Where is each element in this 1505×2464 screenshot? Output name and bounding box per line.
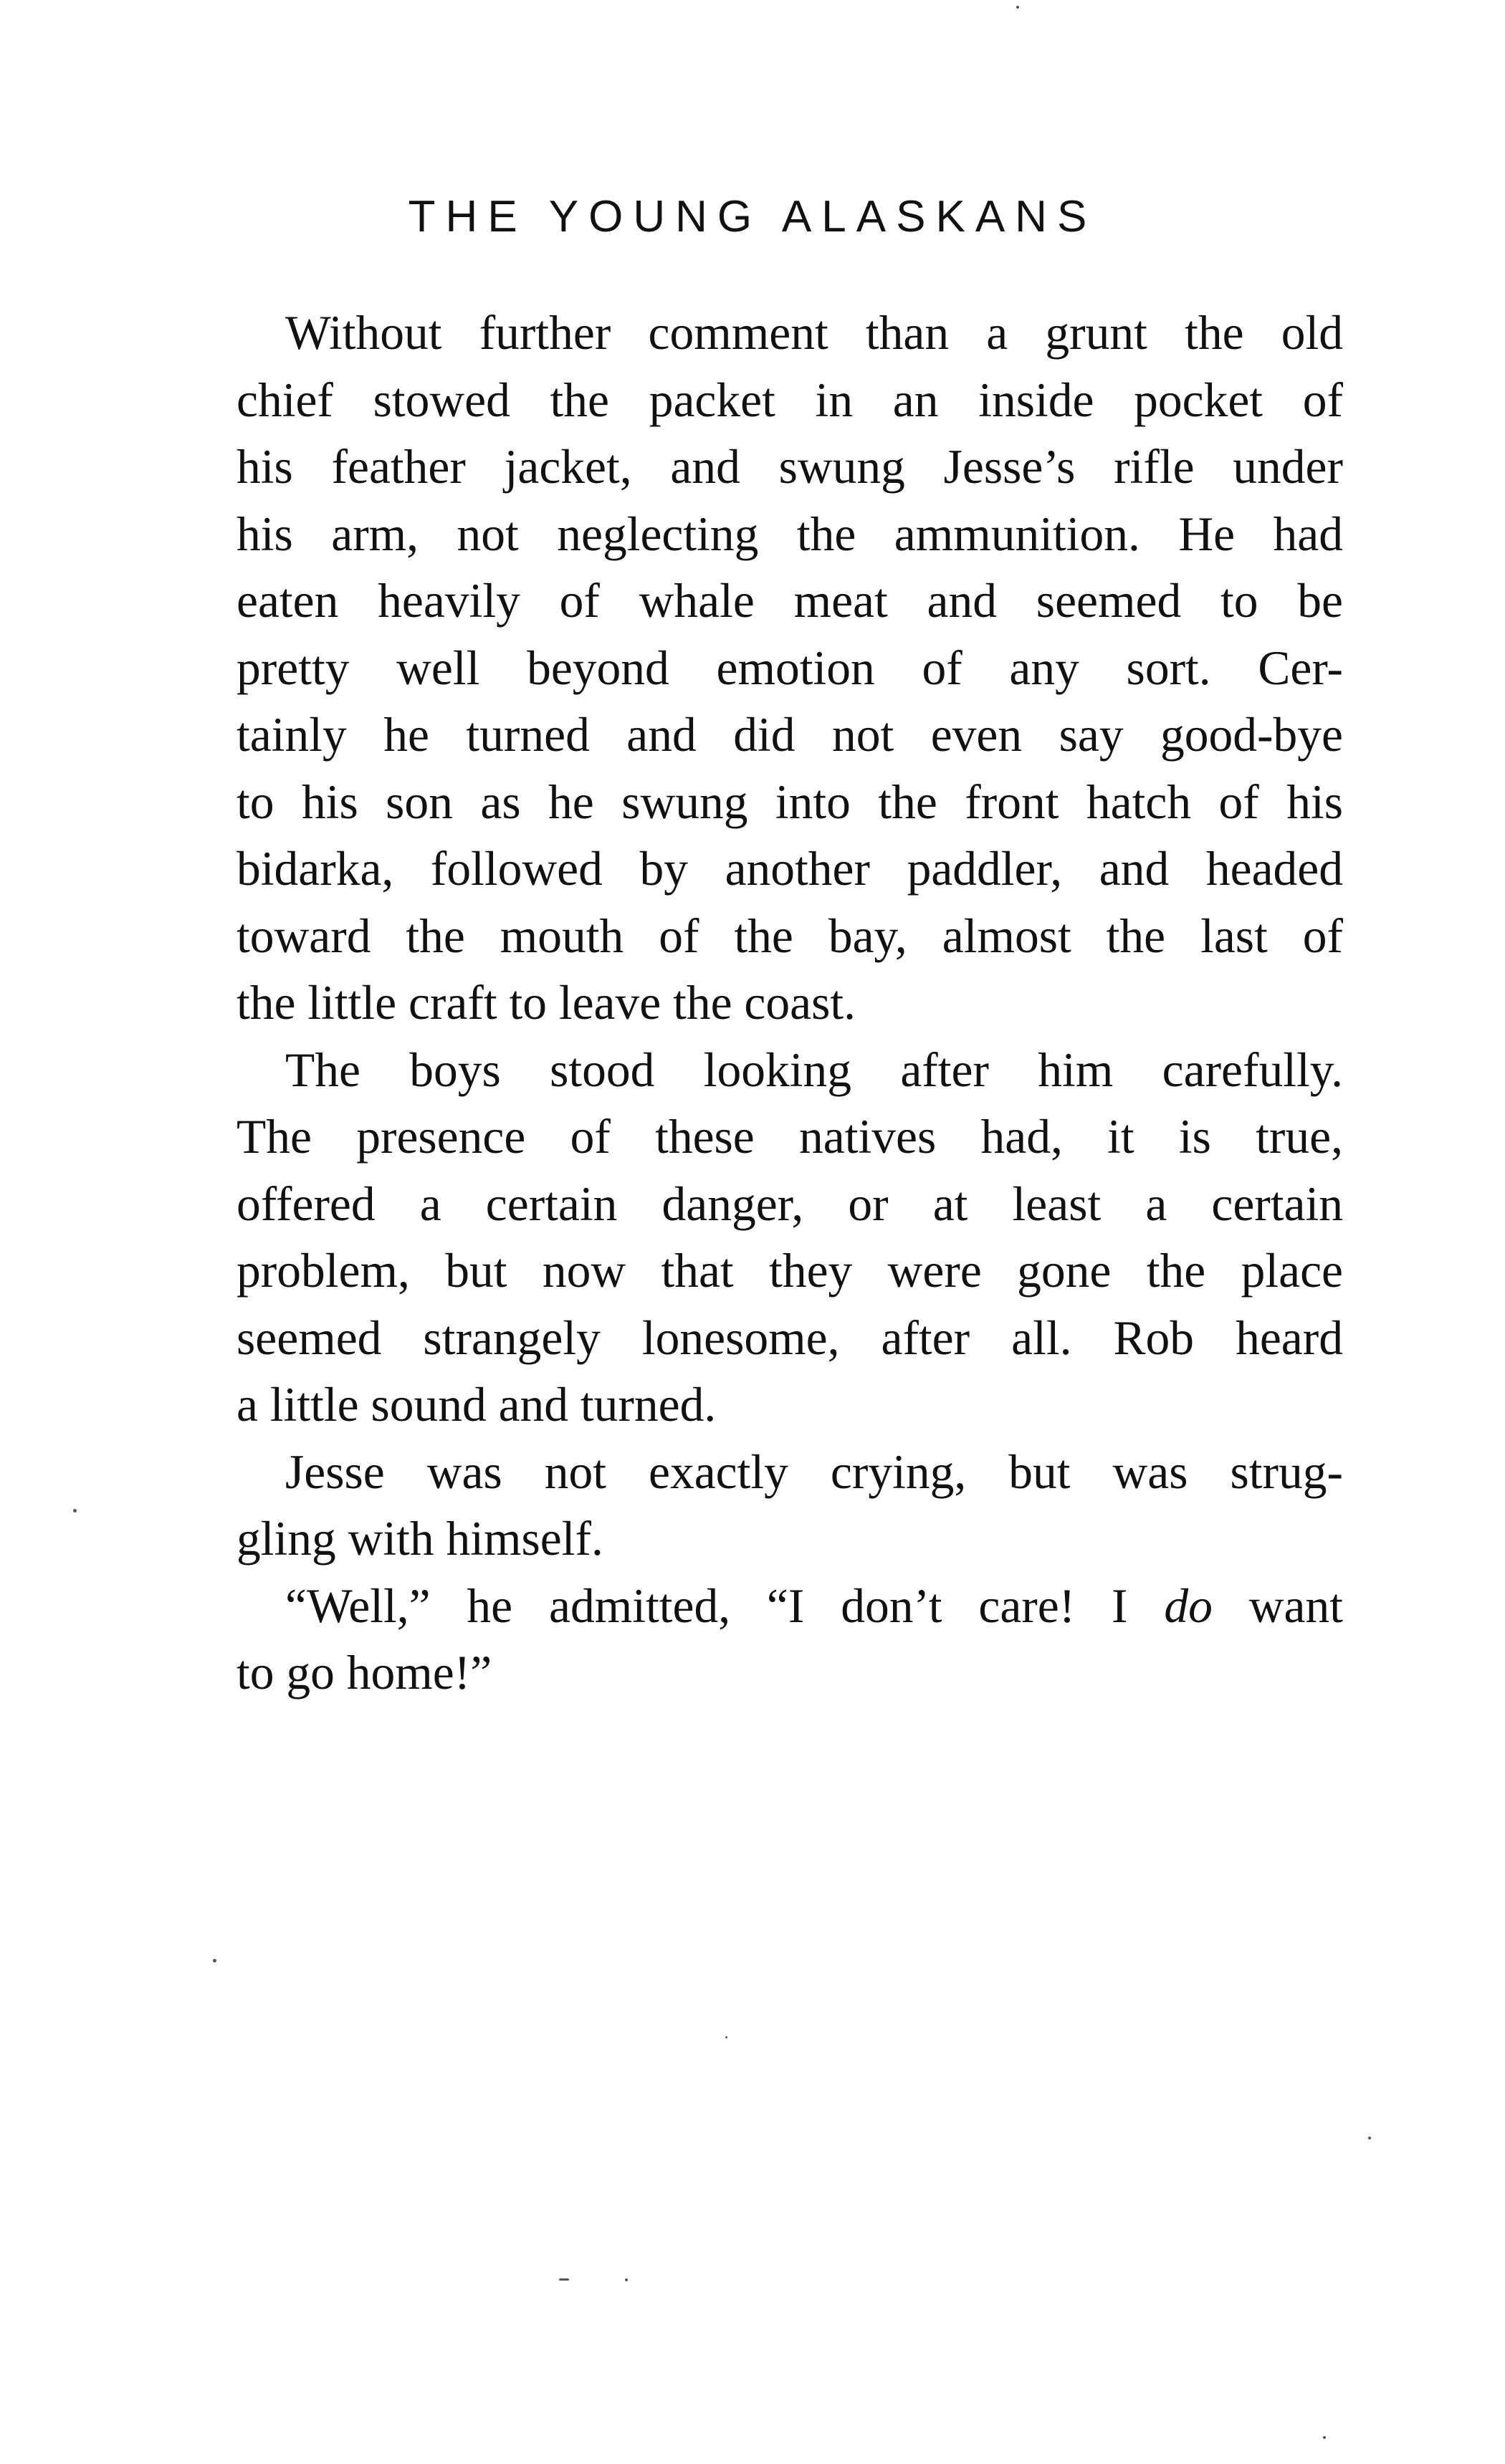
paragraph-line: The boys stood looking after him carefully. xyxy=(285,1042,1343,1097)
paragraph-line: Without further comment than a grunt the old xyxy=(285,306,1343,360)
paragraph-line: eaten heavily of whale meat and seemed to be xyxy=(236,574,1343,628)
paragraph-line: a little sound and turned. xyxy=(236,1378,717,1432)
paragraph-line: gling with himself. xyxy=(236,1512,603,1566)
emphasis: do xyxy=(1164,1578,1213,1633)
scan-speck xyxy=(1368,2137,1371,2139)
paragraph-line: The presence of these natives had, it is true, xyxy=(236,1110,1343,1164)
paragraph-line: pretty well beyond emotion of any sort. Cer- xyxy=(236,641,1343,695)
paragraph-line: to go home!” xyxy=(236,1646,492,1700)
scan-speck xyxy=(213,1959,216,1962)
paragraph-line: to his son as he swung into the front hatch of his xyxy=(236,775,1343,829)
paragraph-line: “Well,” he admitted, “I don’t care! I do want xyxy=(285,1578,1343,1633)
scan-speck xyxy=(1016,6,1019,9)
paragraph-line: offered a certain danger, or at least a certain xyxy=(236,1176,1343,1231)
scan-speck xyxy=(1323,2436,1326,2439)
paragraph-line: toward the mouth of the bay, almost the last of xyxy=(236,909,1343,963)
paragraph-line: seemed strangely lonesome, after all. Rob heard xyxy=(236,1310,1343,1365)
scan-speck xyxy=(625,2278,628,2281)
scan-speck xyxy=(559,2278,569,2281)
paragraph-line: chief stowed the packet in an inside pocket of xyxy=(236,373,1343,427)
paragraph-line: his feather jacket, and swung Jesse’s rifle under xyxy=(236,440,1343,494)
paragraph-line: bidarka, followed by another paddler, and headed xyxy=(236,842,1343,896)
body-text xyxy=(236,299,1343,1707)
paragraph-line: his arm, not neglecting the ammunition. He had xyxy=(236,507,1343,561)
scan-speck xyxy=(725,2036,727,2038)
scan-speck xyxy=(73,1509,77,1513)
paragraph-line: problem, but now that they were gone the place xyxy=(236,1244,1343,1298)
paragraph-line: tainly he turned and did not even say good-bye xyxy=(236,708,1343,762)
running-head: THE YOUNG ALASKANS xyxy=(408,192,1097,241)
paragraph-line: Jesse was not exactly crying, but was strug- xyxy=(285,1444,1343,1499)
paragraph-line: the little craft to leave the coast. xyxy=(236,976,856,1030)
